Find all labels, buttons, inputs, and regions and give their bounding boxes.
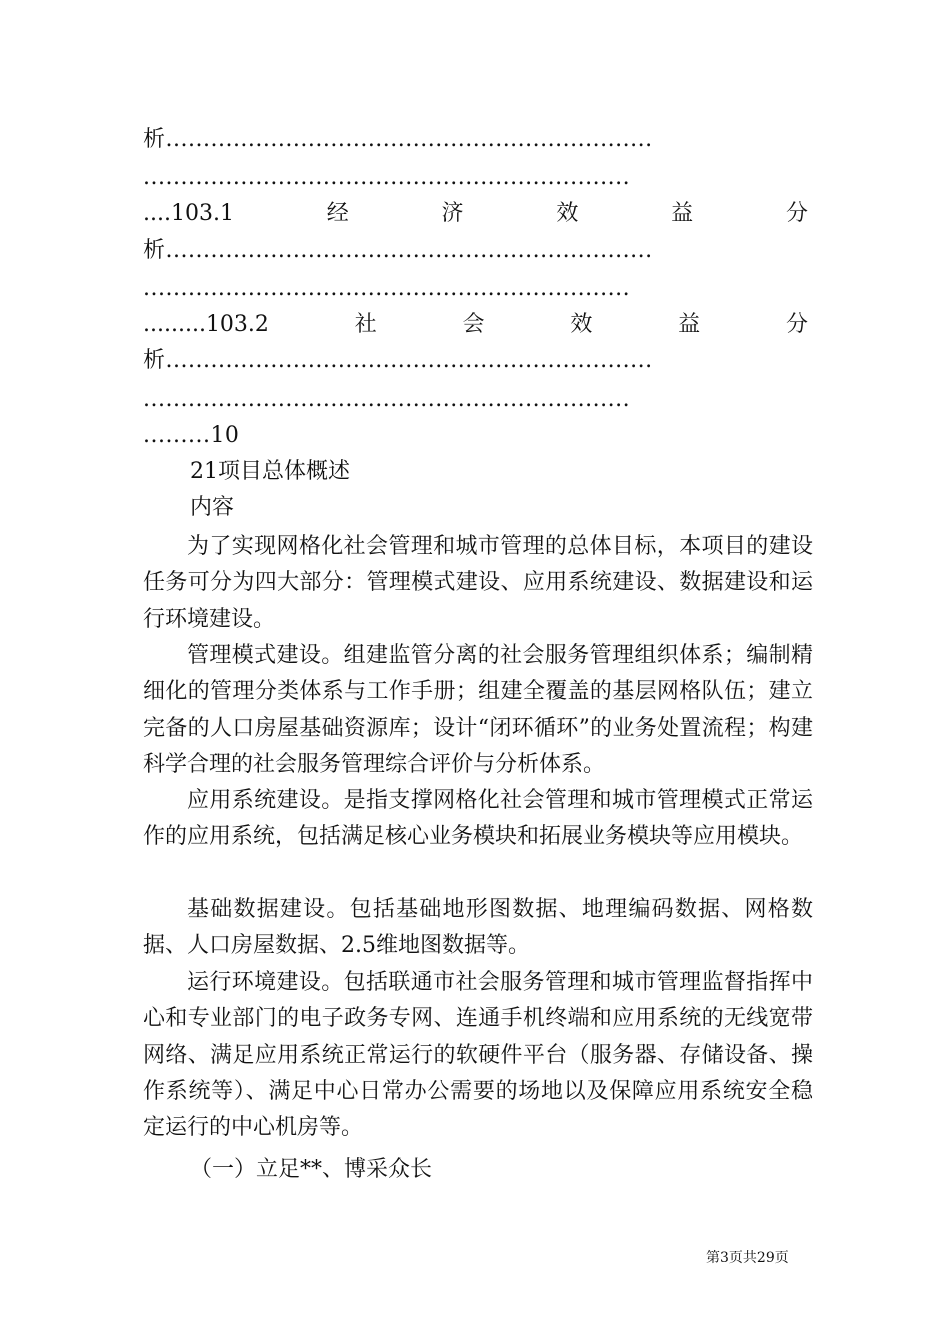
toc-line: 析................................................................. — [143, 348, 653, 373]
toc-entry-word: 经 — [326, 201, 349, 226]
section-heading: 21项目总体概述 — [190, 459, 350, 484]
toc-entry-word: 效 — [556, 201, 579, 226]
body-paragraph: 应用系统建设。是指支撑网格化社会管理和城市管理模式正常运作的应用系统，包括满足核心业务模块和拓展业务模块等应用模块。 — [143, 788, 813, 850]
body-paragraph: 管理模式建设。组建监管分离的社会服务管理组织体系；编制精细化的管理分类体系与工作手册；组建全覆盖的基层网格队伍；建立完备的人口房屋基础资源库；设计“闭环循环”的业务处置流程；构建科学合理的社会服务管理综合评价与分析体系。 — [143, 643, 813, 777]
toc-line: ................................................................. — [143, 387, 631, 412]
toc-line: 析................................................................. — [143, 127, 653, 152]
toc-entry-word: 济 — [441, 201, 464, 226]
subsection-heading: （一）立足**、博采众长 — [190, 1157, 433, 1182]
section-subheading: 内容 — [190, 495, 235, 520]
toc-entry-number: .........103.2 — [143, 312, 269, 337]
toc-entry-word: 效 — [570, 312, 593, 337]
toc-line: .........10 — [143, 423, 240, 448]
page-number: 第3页共29页 — [706, 1250, 789, 1266]
toc-line: 析................................................................. — [143, 238, 653, 263]
toc-entry-number: ....103.1 — [143, 201, 234, 226]
toc-entry-word: 会 — [462, 312, 485, 337]
toc-line: ................................................................. — [143, 276, 631, 301]
toc-entry-social-benefit[interactable] — [143, 311, 808, 339]
body-paragraph: 基础数据建设。包括基础地形图数据、地理编码数据、网格数据、人口房屋数据、2.5维地图数据等。 — [143, 897, 813, 959]
toc-entry-word: 益 — [671, 201, 694, 226]
body-paragraph: 运行环境建设。包括联通市社会服务管理和城市管理监督指挥中心和专业部门的电子政务专网、连通手机终端和应用系统的无线宽带网络、满足应用系统正常运行的软硬件平台（服务器、存储设备、操作系统等）、满足中心日常办公需要的场地以及保障应用系统安全稳定运行的中心机房等。 — [143, 970, 813, 1141]
toc-entry-word: 社 — [354, 312, 377, 337]
toc-entry-word: 益 — [678, 312, 701, 337]
toc-line: ................................................................. — [143, 165, 631, 190]
toc-entry-word: 分 — [785, 201, 808, 226]
toc-entry-word: 分 — [785, 312, 808, 337]
body-paragraph: 为了实现网格化社会管理和城市管理的总体目标，本项目的建设任务可分为四大部分：管理模式建设、应用系统建设、数据建设和运行环境建设。 — [143, 534, 813, 632]
toc-entry-economic-benefit[interactable] — [143, 200, 808, 228]
